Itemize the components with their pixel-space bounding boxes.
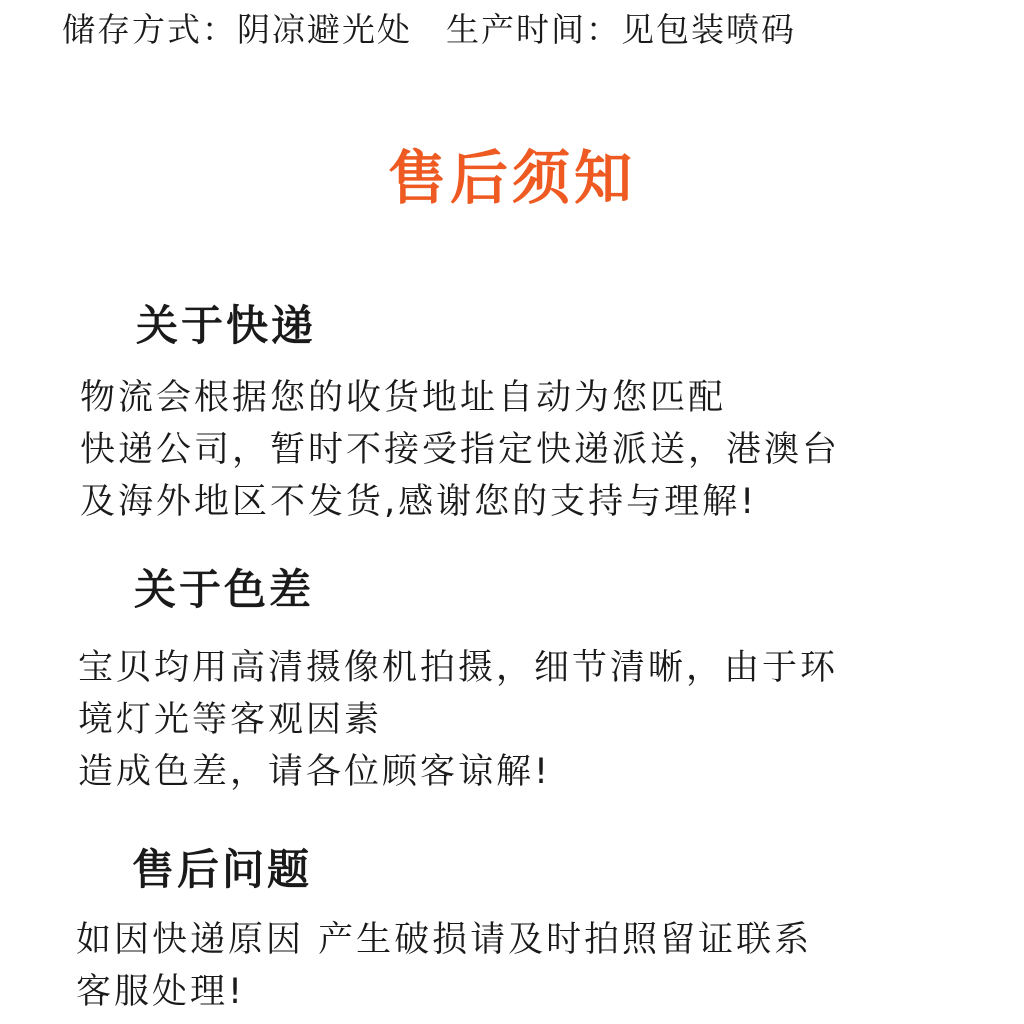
- storage-method: 储存方式：阴凉避光处: [62, 10, 412, 49]
- section-body-color-difference: [78, 642, 838, 798]
- section-heading-color-difference: 关于色差: [134, 565, 315, 614]
- body-line: 宝贝均用高清摄像机拍摄，细节清晰，由于环: [78, 648, 839, 688]
- body-line: 客服处理!: [76, 972, 246, 1012]
- body-line: 造成色差，请各位顾客谅解!: [78, 752, 552, 792]
- production-time: 生产时间：见包装喷码: [446, 10, 796, 49]
- body-line: 如因快递原因 产生破损请及时拍照留证联系: [76, 920, 813, 960]
- body-line: 快递公司，暂时不接受指定快递派送，港澳台: [80, 430, 841, 470]
- body-line: 物流会根据您的收货地址自动为您匹配: [80, 378, 727, 418]
- section-heading-after-sales: 售后问题: [132, 845, 313, 894]
- body-line: 境灯光等客观因素: [78, 700, 383, 740]
- body-line: 及海外地区不发货,感谢您的支持与理解!: [80, 482, 758, 522]
- section-heading-shipping: 关于快递: [136, 301, 317, 350]
- section-body-shipping: [80, 372, 840, 528]
- section-body-after-sales: [76, 914, 812, 1018]
- product-info-line: [62, 6, 796, 54]
- page-title: 售后须知: [387, 144, 636, 212]
